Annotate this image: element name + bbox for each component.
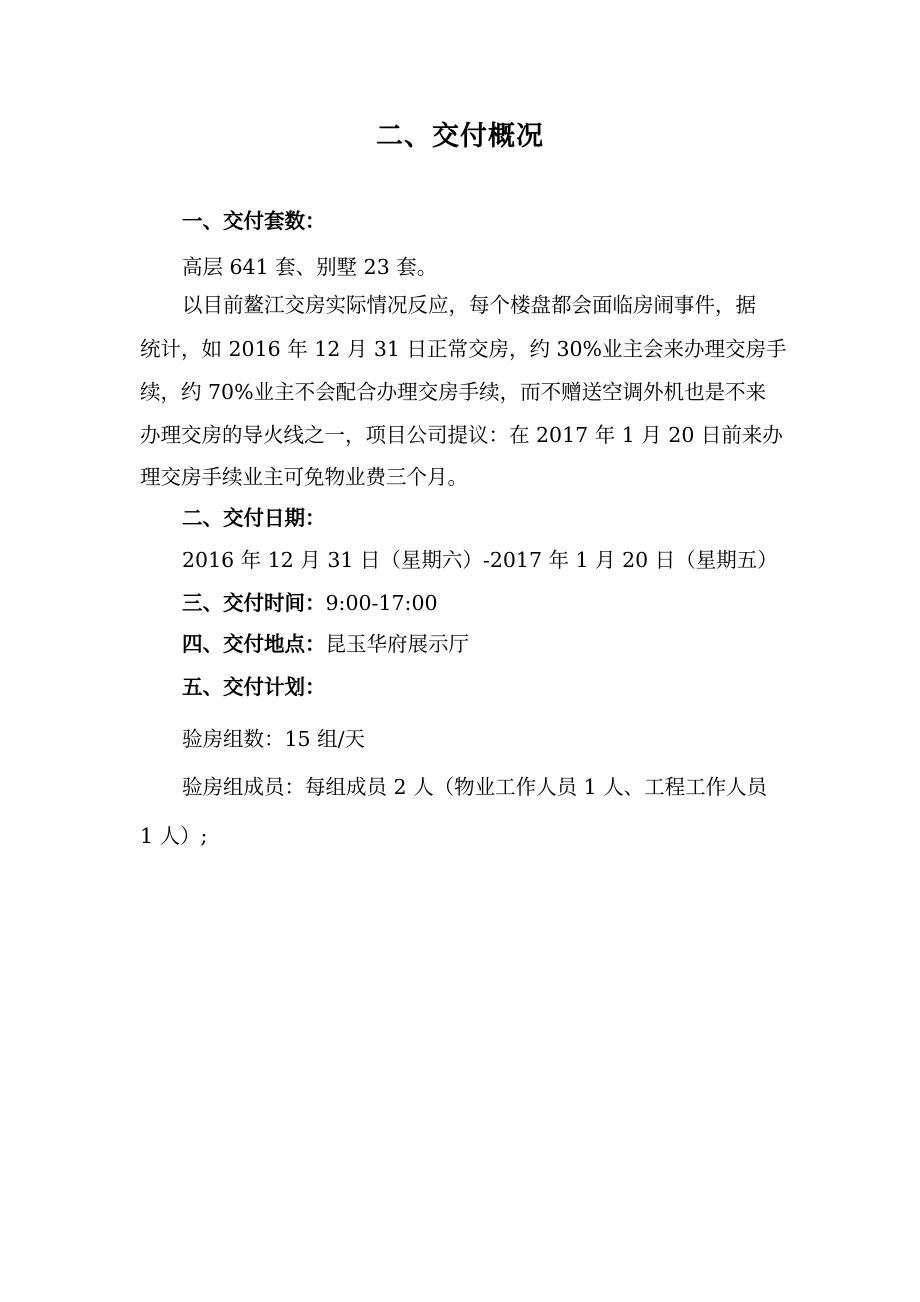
page-title: 二、交付概况 <box>376 121 544 152</box>
section-plan-heading: 五、交付计划： <box>182 675 326 699</box>
section-date-heading: 二、交付日期： <box>182 506 326 530</box>
section-plan-members-line-2: 1 人）; <box>140 824 208 848</box>
section-location-label: 四、交付地点： <box>182 632 326 656</box>
section-time-value: 9:00-17:00 <box>325 591 438 615</box>
section-time-label: 三、交付时间： <box>182 591 326 615</box>
paragraph-line-4: 办理交房的导火线之一，项目公司提议：在 2017 年 1 月 20 日前来办 <box>140 423 783 447</box>
section-units-heading: 一、交付套数： <box>182 209 326 233</box>
section-date-value: 2016 年 12 月 31 日（星期六）-2017 年 1 月 20 日（星期五） <box>182 548 778 572</box>
section-units-summary: 高层 641 套、别墅 23 套。 <box>182 255 438 279</box>
section-plan-groups: 验房组数：15 组/天 <box>182 727 366 751</box>
section-location <box>182 629 469 659</box>
section-time <box>182 588 438 618</box>
paragraph-line-3: 续，约 70%业主不会配合办理交房手续，而不赠送空调外机也是不来 <box>140 380 767 404</box>
paragraph-line-5: 理交房手续业主可免物业费三个月。 <box>140 465 468 489</box>
paragraph-line-1: 以目前鳌江交房实际情况反应，每个楼盘都会面临房闹事件，据 <box>182 293 756 317</box>
section-location-value: 昆玉华府展示厅 <box>325 632 469 656</box>
section-plan-members-line-1: 验房组成员：每组成员 2 人（物业工作人员 1 人、工程工作人员 <box>182 775 768 799</box>
paragraph-line-2: 统计，如 2016 年 12 月 31 日正常交房，约 30%业主会来办理交房手 <box>140 337 787 361</box>
